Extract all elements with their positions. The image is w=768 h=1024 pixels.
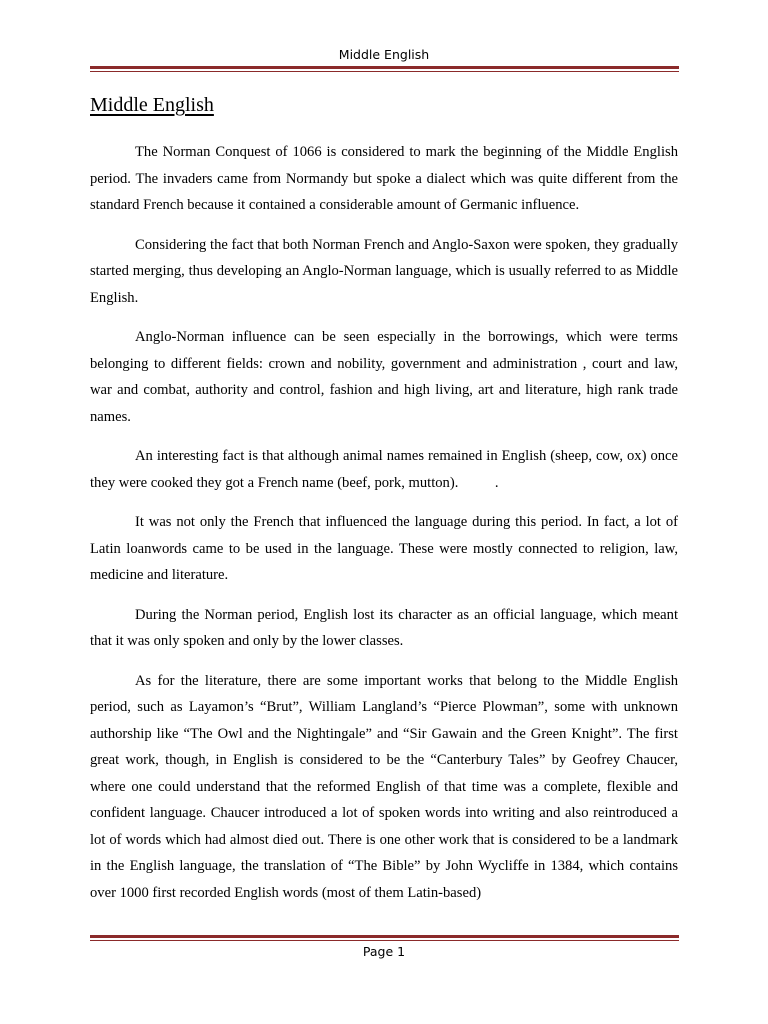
paragraph: Considering the fact that both Norman French and Anglo-Saxon were spoken, they gradually started merging, thus developing an Anglo-Norman language, which is usually referred to as Middle English. (90, 236, 678, 306)
header-divider (90, 66, 679, 72)
footer-divider (90, 935, 679, 941)
document-body (90, 139, 682, 919)
paragraph: During the Norman period, English lost its character as an official language, which meant that it was only spoken and only by the lower classes. (90, 606, 678, 649)
paragraph: The Norman Conquest of 1066 is considered to mark the beginning of the Middle English period. The invaders came from Normandy but spoke a dialect which was quite different from the standard French because it contained a considerable amount of Germanic influence. (90, 144, 678, 213)
paragraph: As for the literature, there are some important works that belong to the Middle English period, such as Layamon’s “Brut”, William Langland’s “Pierce Plowman”, some with unknown authorship like “The Owl and the Nightingale” and “Sir Gawain and the Green Knight”. The first great work, though, in English is considered to be the “Canterbury Tales” by Geofrey Chaucer, where one could understand that the reformed English of that time was a complete, flexible and confident language. Chaucer introduced a lot of spoken words into writing and also reintroduced a lot of words which had almost died out. There is one other work that is considered to be a landmark in the English language, the translation of “The Bible” by John Wycliffe in 1384, which contains over 1000 first recorded English words (most of them Latin-based) (90, 672, 678, 901)
running-header: Middle English (338, 47, 430, 62)
document-title: Middle English (90, 94, 214, 116)
paragraph: An interesting fact is that although animal names remained in English (sheep, cow, ox) once they were cooked they got a French name (beef, pork, mutton). . (90, 448, 682, 491)
paragraph: Anglo-Norman influence can be seen especially in the borrowings, which were terms belonging to different fields: crown and nobility, government and administration , court and law, war and combat, authority and control, fashion and high living, art and literature, high rank trade names. (90, 329, 678, 425)
page-number: Page 1 (362, 944, 406, 959)
paragraph: It was not only the French that influenced the language during this period. In fact, a lot of Latin loanwords came to be used in the language. These were mostly connected to religion, law, medicine and literature. (90, 514, 678, 583)
